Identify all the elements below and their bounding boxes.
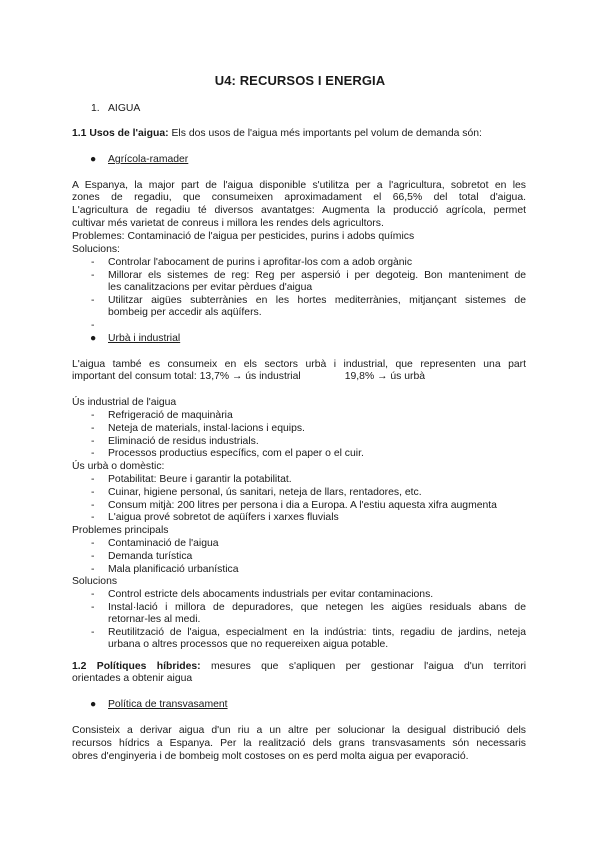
subsection-1-2 [72, 661, 526, 673]
list-item: L'aigua prové sobretot de aqüífers i xarxes fluvials [108, 512, 339, 523]
dash-marker: - [91, 627, 95, 638]
list-item: Instal·lació i millora de depuradores, que netegen les aigües residuals abans de [108, 602, 526, 613]
section-title: AIGUA [108, 103, 141, 114]
bullet-icon: ● [90, 154, 97, 165]
list-item: Millorar els sistemes de reg: Reg per aspersió i per degoteig. Bon manteniment de [108, 270, 526, 281]
list-label: Ús urbà o domèstic: [72, 461, 165, 472]
solutions-label: Solucions: [72, 244, 120, 255]
paragraph-line: orientades a obtenir aigua [72, 673, 193, 684]
paragraph-line: cultivar més varietat de conreus i millora les rendes dels agricultors. [72, 218, 384, 229]
dash-marker: - [91, 487, 95, 498]
urba-heading: Urbà i industrial [108, 333, 181, 344]
transvasament-heading: Política de transvasament [108, 699, 228, 710]
paragraph-line: obres d'enginyeria i de bombeig molt costoses on es perd molta aigua per evaporació. [72, 751, 469, 762]
subsection-text: Els dos usos de l'aigua més importants pel volum de demanda són: [171, 128, 482, 139]
dash-marker: - [91, 295, 95, 306]
dash-marker: - [91, 423, 95, 434]
document-title: U4: RECURSOS I ENERGIA [214, 73, 386, 88]
subsection-heading: 1.2 Polítiques híbrides: [72, 661, 201, 672]
dash-marker: - [91, 589, 95, 600]
list-item: Reutilització de l'aigua, especialment en la indústria: tints, regadiu de jardins, neteja [108, 627, 526, 638]
list-label: Problemes principals [72, 525, 169, 536]
list-item-continued: urbana o altres processos que no requereixen aigua potable. [108, 639, 389, 650]
dash-marker: - [91, 512, 95, 523]
dash-marker: - [91, 474, 95, 485]
list-item: Controlar l'abocament de purins i aprofitar-los com a adob orgànic [108, 257, 413, 268]
paragraph-line [72, 371, 425, 383]
bullet-icon: ● [90, 699, 97, 710]
bullet-icon: ● [90, 333, 97, 344]
dash-marker: - [91, 448, 95, 459]
agri-heading: Agrícola-ramader [108, 154, 189, 165]
subsection-heading: 1.1 Usos de l'aigua: [72, 128, 169, 139]
dash-marker: - [91, 257, 95, 268]
dash-marker: - [91, 602, 95, 613]
paragraph-line: recursos hídrics a Espanya. Per la realització dels grans transvasaments són necessaris [72, 738, 526, 749]
list-item: Cuinar, higiene personal, ús sanitari, neteja de llars, rentadores, etc. [108, 487, 422, 498]
list-item: Contaminació de l'aigua [108, 538, 219, 549]
list-item-continued: retornar-les al medi. [108, 614, 201, 625]
list-label: Solucions [72, 576, 118, 587]
paragraph-line: A Espanya, la major part de l'aigua disponible s'utilitza per a l'agricultura, sobretot en les [72, 180, 526, 191]
list-item: Utilitzar aigües subterrànies en les hortes mediterrànies, mitjançant sistemes de [108, 295, 526, 306]
list-label: Ús industrial de l'aigua [72, 397, 177, 408]
section-number: 1. [91, 103, 100, 114]
dash-marker: - [91, 564, 95, 575]
urban-share: 19,8% → ús urbà [344, 371, 426, 382]
list-item: Demanda turística [108, 551, 193, 562]
paragraph-line: Consisteix a derivar aigua d'un riu a un altre per solucionar la desigual distribució dels [72, 725, 526, 736]
list-item: Processos productius específics, com el paper o el cuir. [108, 448, 364, 459]
dash-marker: - [91, 500, 95, 511]
dash-marker: - [91, 410, 95, 421]
dash-marker: - [91, 436, 95, 447]
list-item: Eliminació de residus industrials. [108, 436, 259, 447]
paragraph-line: zones de regadiu, que consumeixen aproximadament el 66,5% del total d'aigua. [72, 192, 526, 203]
problems-line: Problemes: Contaminació de l'aigua per pesticides, purins i adobs químics [72, 231, 415, 242]
list-item: Potabilitat: Beure i garantir la potabilitat. [108, 474, 292, 485]
dash-marker: - [91, 538, 95, 549]
paragraph-line: L'aigua també es consumeix en els sectors urbà i industrial, que representen una part [72, 359, 526, 370]
list-item: Refrigeració de maquinària [108, 410, 233, 421]
dash-marker: - [91, 270, 95, 281]
list-item: Consum mitjà: 200 litres per persona i dia a Europa. A l'estiu aquesta xifra augmenta [108, 500, 497, 511]
list-item: Control estricte dels abocaments industrials per evitar contaminacions. [108, 589, 434, 600]
list-item: Neteja de materials, instal·lacions i equips. [108, 423, 305, 434]
paragraph-line: L'agricultura de regadiu té diversos avantatges: Augmenta la producció agrícola, permet [72, 205, 526, 216]
industrial-share: important del consum total: 13,7% → ús industrial [72, 371, 301, 382]
subsection-text: mesures que s'apliquen per gestionar l'aigua d'un territori [210, 661, 526, 672]
dash-marker: - [91, 551, 95, 562]
list-item-continued: les canalitzacions per evitar pèrdues d'aigua [108, 282, 313, 293]
list-item: Mala planificació urbanística [108, 564, 239, 575]
list-item-continued: bombeig per accedir als aqüífers. [108, 307, 262, 318]
dash-marker: - [91, 320, 95, 331]
subsection-1-1 [72, 128, 482, 140]
